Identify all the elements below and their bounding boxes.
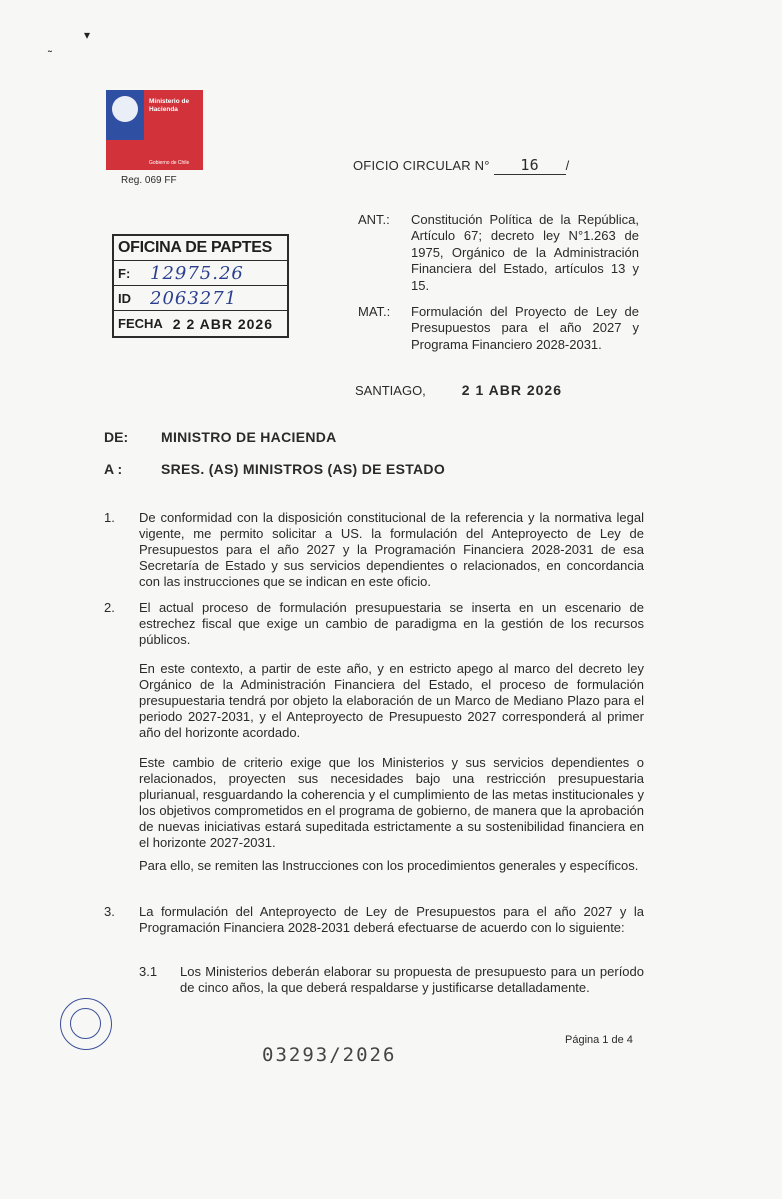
- item-number: 3.: [104, 904, 115, 919]
- item-number: 1.: [104, 510, 115, 525]
- oficina-partes-stamp: OFICINA DE PAPTES F: 12975.26 ID 2063271 FECHA 2 2 ABR 2026: [112, 234, 289, 338]
- item-2-text: El actual proceso de formulación presupuestaria se inserta en un escenario de estrechez fiscal que exige un cambio de paradigma en la gestión de los recursos públicos.: [139, 600, 644, 647]
- item-2-paragraph-3: Este cambio de criterio exige que los Ministerios y sus servicios dependientes o relacionados, proyecten sus necesidades bajo una restricción presupuestaria plurianual, resguardando la coherencia y el cumplimiento de las metas institucionales y los objetivos comprometidos en el programa de gobierno, de manera que la aprobación de nuevas iniciativas estará supeditada estrictamente a su sostenibilidad financiera en el horizonte 2027-2031.: [139, 755, 644, 850]
- de-value: MINISTRO DE HACIENDA: [161, 429, 337, 445]
- item-2-paragraph-2: En este contexto, a partir de este año, y en estricto apego al marco del decreto ley Orgánico de la Administración Financiera del Estado, el proceso de formulación presupuestaria tendrá por objeto la elaboración de un Marco de Mediano Plazo para el periodo 2027-2031, y el Anteproyecto de Presupuesto 2027 corresponderá al primer año del horizonte acordado.: [139, 661, 644, 740]
- ministerio-hacienda-logo: Ministerio de Hacienda Gobierno de Chile: [106, 90, 203, 170]
- a-value: SRES. (AS) MINISTROS (AS) DE ESTADO: [161, 461, 446, 477]
- santiago-date: SANTIAGO, 2 1 ABR 2026: [355, 382, 562, 398]
- a-label: A :: [104, 461, 123, 477]
- document-number-stamp: 03293/2026: [262, 1044, 397, 1066]
- stamp-id-value: 2063271: [150, 287, 238, 309]
- item-1-text: De conformidad con la disposición constitucional de la referencia y la normativa legal vigente, me permito solicitar a US. la formulación del Anteproyecto de Ley de Presupuestos para el año 2027 y la Programación Financiera 2028-2031 de esa Secretaría de Estado y sus servicios dependientes o relacionados, en concordancia con las instrucciones que se indican en este oficio.: [139, 510, 644, 589]
- subitem-3-1-text: Los Ministerios deberán elaborar su propuesta de presupuesto para un período de cinco años, la que deberá respaldarse y justificarse detalladamente.: [180, 964, 644, 995]
- coat-of-arms-icon: [112, 96, 138, 122]
- item-3-text: La formulación del Anteproyecto de Ley de Presupuestos para el año 2027 y la Programación Financiera 2028-2031 deberá efectuarse de acuerdo con lo siguiente:: [139, 904, 644, 935]
- stamp-date: 2 2 ABR 2026: [172, 315, 273, 332]
- ministry-seal-stamp: [60, 998, 112, 1050]
- page-number: Página 1 de 4: [565, 1034, 633, 1046]
- mat-label: MAT.:: [358, 304, 391, 319]
- scan-mark: ▾: [84, 28, 91, 42]
- item-2-paragraph-4: Para ello, se remiten las Instrucciones con los procedimientos generales y específicos.: [139, 858, 639, 873]
- reg-number: Reg. 069 FF: [121, 175, 177, 186]
- subitem-number: 3.1: [139, 964, 158, 979]
- ant-text: Constitución Política de la República, Artículo 67; decreto ley N°1.263 de 1975, Orgánico de la Administración Financiera del Estado, artículos 13 y 15.: [411, 212, 639, 293]
- stamp-title: OFICINA DE PAPTES: [118, 239, 273, 256]
- de-label: DE:: [104, 429, 129, 445]
- stamp-f-value: 12975.26: [150, 262, 244, 284]
- oficio-circular: OFICIO CIRCULAR N° 16 /: [353, 156, 570, 174]
- oficio-number: 16: [494, 156, 566, 175]
- scan-mark: ˜: [48, 48, 52, 62]
- item-number: 2.: [104, 600, 115, 615]
- ant-label: ANT.:: [358, 212, 390, 227]
- mat-text: Formulación del Proyecto de Ley de Presupuestos para el año 2027 y Programa Financiero 2028-2031.: [411, 304, 639, 352]
